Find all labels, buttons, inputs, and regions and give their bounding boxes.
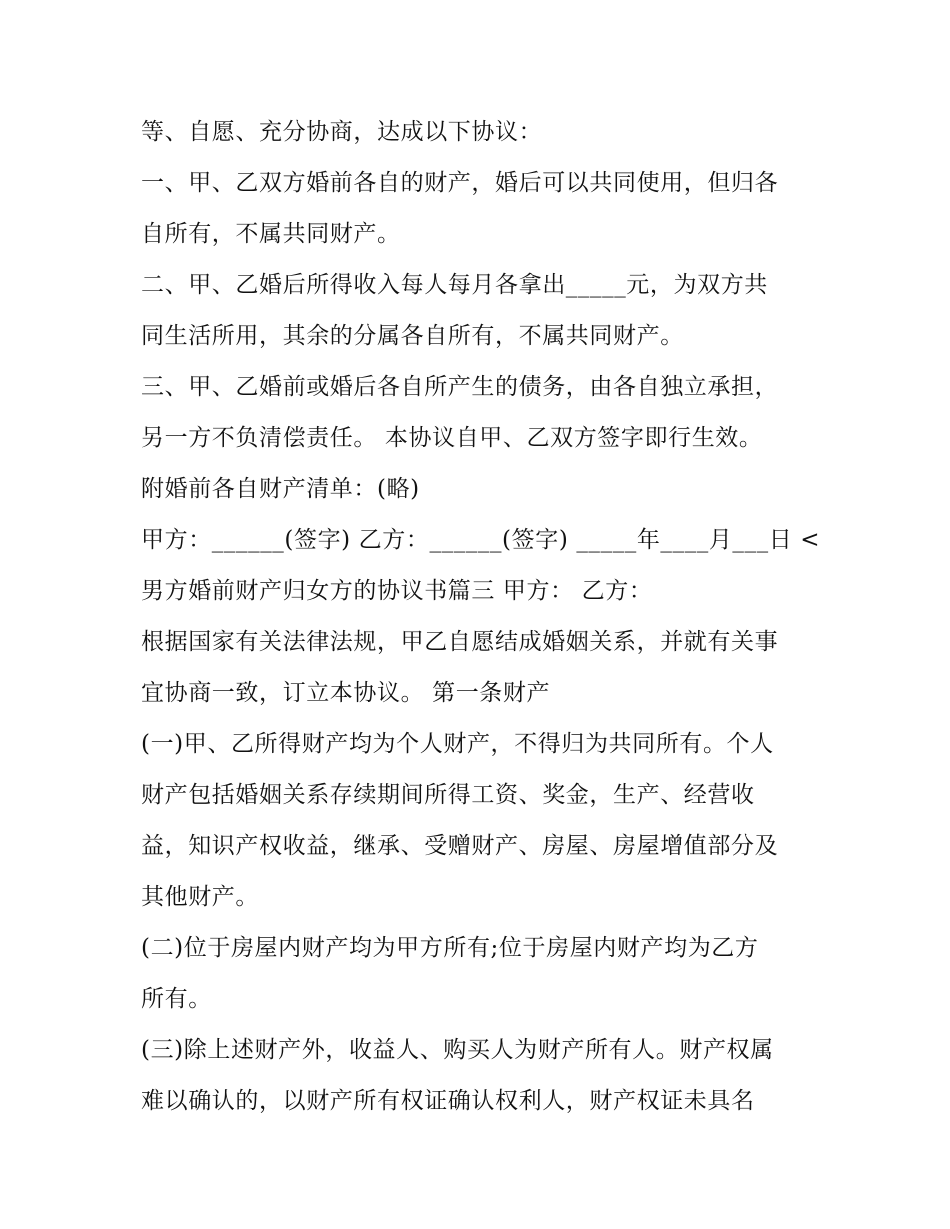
text-line: 二、甲、乙婚后所得收入每人每月各拿出_____元，为双方共 <box>141 272 768 298</box>
text-line: (三)除上述财产外，收益人、购买人为财产所有人。财产权属 <box>141 1037 774 1063</box>
text-line: 等、自愿、充分协商，达成以下协议： <box>141 119 543 145</box>
text-line: 财产包括婚姻关系存续期间所得工资、奖金，生产、经营收 <box>141 782 755 808</box>
text-line: 其他财产。 <box>141 884 259 910</box>
text-line: 益，知识产权收益，继承、受赠财产、房屋、房屋增值部分及 <box>141 833 779 859</box>
text-line: 根据国家有关法律法规，甲乙自愿结成婚姻关系，并就有关事 <box>141 629 779 655</box>
text-line: 同生活所用，其余的分属各自所有，不属共同财产。 <box>141 323 684 349</box>
signature-line: 甲方：______(签字) 乙方：______(签字) _____年____月___日 < <box>141 527 821 553</box>
text-line: 宜协商一致，订立本协议。 第一条财产 <box>141 680 551 706</box>
text-line: 附婚前各自财产清单：(略) <box>141 476 420 502</box>
text-line: 所有。 <box>141 986 212 1012</box>
text-line: (一)甲、乙所得财产均为个人财产，不得归为共同所有。个人 <box>141 731 774 757</box>
text-line: 一、甲、乙双方婚前各自的财产，婚后可以共同使用，但归各 <box>141 170 779 196</box>
text-line: (二)位于房屋内财产均为甲方所有;位于房屋内财产均为乙方 <box>141 935 759 961</box>
document-body <box>141 107 831 1127</box>
text-line: 三、甲、乙婚前或婚后各自所产生的债务，由各自独立承担， <box>141 374 779 400</box>
text-line: 另一方不负清偿责任。 本协议自甲、乙双方签字即行生效。 <box>141 425 763 451</box>
text-line: 难以确认的，以财产所有权证确认权利人，财产权证未具名 <box>141 1088 755 1114</box>
text-line: 自所有，不属共同财产。 <box>141 221 401 247</box>
section-heading-line: 男方婚前财产归女方的协议书篇三 甲方： 乙方： <box>141 578 653 604</box>
